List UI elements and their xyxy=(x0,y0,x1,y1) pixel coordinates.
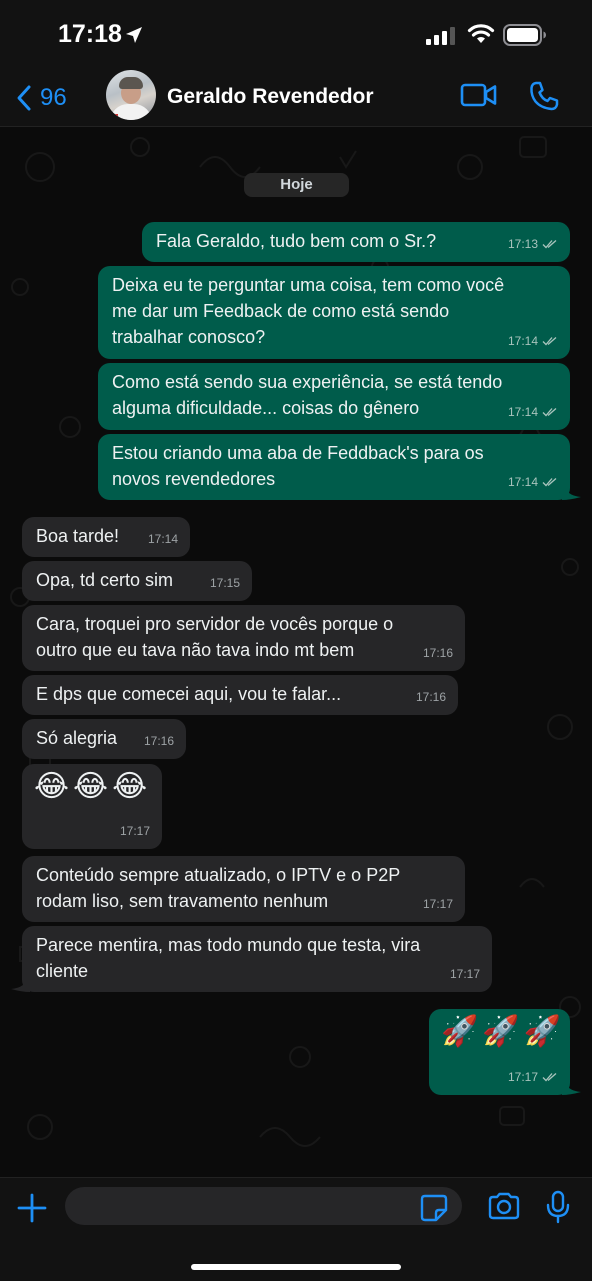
voice-call-button[interactable] xyxy=(528,80,560,112)
chat-header xyxy=(0,70,592,127)
plus-button[interactable] xyxy=(16,1192,48,1224)
bubble-tail xyxy=(562,482,582,500)
message-text: Deixa eu te perguntar uma coisa, tem como você me dar um Feedback de como está sendo trabalhar conosco? xyxy=(112,275,505,347)
double-check-icon xyxy=(542,1072,558,1082)
message-bubble-incoming[interactable] xyxy=(22,517,190,557)
bubble-tail xyxy=(562,1077,582,1095)
contact-name[interactable]: Geraldo Revendedor xyxy=(167,85,374,108)
message-meta xyxy=(508,1064,558,1090)
message-bubble-incoming[interactable] xyxy=(22,764,162,849)
message-time: 17:14 xyxy=(507,334,538,348)
message-bubble-incoming[interactable] xyxy=(22,856,465,922)
message-meta xyxy=(508,469,558,495)
home-indicator xyxy=(191,1264,401,1270)
message-time: 17:17 xyxy=(507,1070,538,1084)
unread-count: 96 xyxy=(40,84,67,111)
message-text: Só alegria xyxy=(36,728,118,748)
back-button[interactable] xyxy=(16,80,67,116)
message-text: Opa, td certo sim xyxy=(36,570,174,590)
message-bubble-outgoing[interactable] xyxy=(98,363,570,430)
message-bubble-outgoing[interactable] xyxy=(429,1009,570,1095)
battery-icon xyxy=(503,24,547,46)
status-time: 17:18 xyxy=(58,20,122,48)
microphone-button[interactable] xyxy=(545,1190,571,1224)
message-text: Conteúdo sempre atualizado, o IPTV e o P2P rodam liso, sem travamento nenhum xyxy=(36,865,401,911)
message-bubble-incoming[interactable] xyxy=(22,926,492,992)
double-check-icon xyxy=(542,239,558,249)
message-bubble-incoming[interactable] xyxy=(22,675,458,715)
message-time: 17:16 xyxy=(422,646,453,660)
message-time: 17:15 xyxy=(209,576,240,590)
chat-area[interactable] xyxy=(0,127,592,1177)
message-text: Fala Geraldo, tudo bem com o Sr.? xyxy=(156,231,437,251)
message-bubble-outgoing[interactable] xyxy=(98,434,570,500)
wifi-icon xyxy=(467,23,495,45)
message-bubble-incoming[interactable] xyxy=(22,719,186,759)
message-time: 17:14 xyxy=(507,475,538,489)
status-bar xyxy=(0,0,592,70)
sticker-button[interactable] xyxy=(420,1194,448,1222)
message-text: Parece mentira, mas todo mundo que testa, vira cliente xyxy=(36,935,421,981)
message-bubble-incoming[interactable] xyxy=(22,605,465,671)
message-time: 17:14 xyxy=(507,405,538,419)
message-input[interactable] xyxy=(65,1187,462,1225)
date-divider: Hoje xyxy=(244,173,349,197)
emoji-message: 🚀🚀🚀 xyxy=(441,1014,566,1049)
emoji-message: 😂😂😂 xyxy=(34,769,152,804)
message-bubble-incoming[interactable] xyxy=(22,561,252,601)
message-time: 17:14 xyxy=(147,532,178,546)
message-time: 17:16 xyxy=(143,734,174,748)
double-check-icon xyxy=(542,336,558,346)
message-time: 17:17 xyxy=(449,967,480,981)
message-time: 17:13 xyxy=(507,237,538,251)
message-text: Como está sendo sua experiência, se está tendo alguma dificuldade... coisas do gênero xyxy=(112,372,503,418)
message-text: Cara, troquei pro servidor de vocês porque o outro que eu tava não tava indo mt bem xyxy=(36,614,394,660)
message-text: Boa tarde! xyxy=(36,526,120,546)
bubble-tail xyxy=(10,974,30,992)
message-meta xyxy=(508,231,558,257)
avatar[interactable] xyxy=(106,70,156,120)
message-bubble-outgoing[interactable] xyxy=(98,266,570,359)
double-check-icon xyxy=(542,477,558,487)
video-call-button[interactable] xyxy=(460,81,498,109)
message-meta xyxy=(508,399,558,425)
message-meta xyxy=(508,328,558,354)
message-time: 17:17 xyxy=(422,897,453,911)
message-text: E dps que comecei aqui, vou te falar... xyxy=(36,684,342,704)
camera-button[interactable] xyxy=(487,1192,521,1220)
double-check-icon xyxy=(542,407,558,417)
location-arrow-icon xyxy=(124,25,144,45)
message-text: Estou criando uma aba de Feddback's para os novos revendedores xyxy=(112,443,484,489)
message-time: 17:17 xyxy=(119,824,150,838)
message-bubble-outgoing[interactable] xyxy=(142,222,570,262)
chevron-left-icon xyxy=(16,84,32,112)
message-time: 17:16 xyxy=(415,690,446,704)
signal-icon xyxy=(426,27,458,45)
